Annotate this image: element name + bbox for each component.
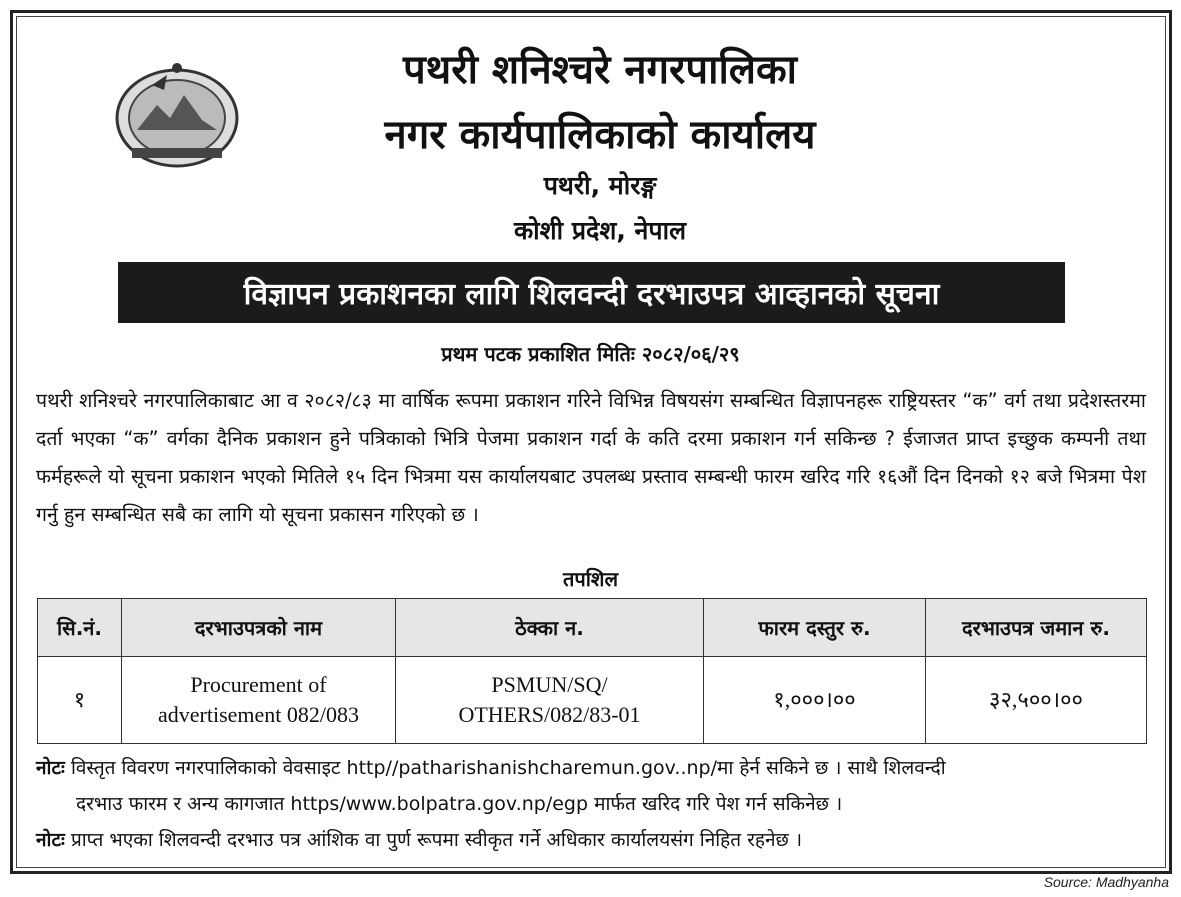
note-label: नोटः <box>36 757 65 779</box>
header-name: दरभाउपत्रको नाम <box>122 599 396 657</box>
cell-serial: १ <box>38 657 122 744</box>
note-1 <box>36 750 1146 786</box>
notice-banner: विज्ञापन प्रकाशनका लागि शिलवन्दी दरभाउपत्र आव्हानको सूचना <box>118 262 1065 323</box>
header-contract-no: ठेक्का न. <box>396 599 704 657</box>
note-text: विस्तृत विवरण नगरपालिकाको वेवसाइट http//patharishanishcharemun.gov..np/मा हेर्न सकिने छ । साथै शिलवन्दी <box>70 757 946 779</box>
notice-body: पथरी शनिश्चरे नगरपालिकाबाट आ व २०८२/८३ मा वार्षिक रूपमा प्रकाशन गरिने विभिन्न विषयसंग सम्बन्धित विज्ञापनहरू राष्ट्रियस्तर “क” वर्ग तथा प्रदेशस्तरमा दर्ता भएका “क” वर्गका दैनिक प्रकाशन हुने पत्रिकाको भित्रि पेजमा प्रकाशन गर्दा के कति दरमा प्रकाशन गर्न सकिन्छ ? ईजाजत प्राप्त इच्छुक कम्पनी तथा फर्महरूले यो सूचना प्रकाशन भएको मितिले १५ दिन भित्रमा यस कार्यालयबाट उपलब्ध प्रस्ताव सम्बन्धी फारम खरिद गरि १६औं दिन दिनको १२ बजे भित्रमा पेश गर्नु हुन सम्बन्धित सबै का लागि यो सूचना प्रकासन गरिएको छ । <box>36 389 1146 526</box>
table-header-row <box>38 599 1147 657</box>
table-caption: तपशिल <box>562 567 619 591</box>
office-title: नगर कार्यपालिकाको कार्यालय <box>384 112 816 158</box>
municipality-title: पथरी शनिश्चरे नगरपालिका <box>402 47 798 93</box>
notes <box>36 750 1146 858</box>
header-bid-security: दरभाउपत्र जमान रु. <box>926 599 1147 657</box>
table-row <box>38 657 1147 744</box>
note-label: नोटः <box>36 829 65 851</box>
cell-form-fee: १,०००।०० <box>704 657 926 744</box>
source-credit: Source: Madhyanha <box>1043 874 1169 890</box>
nepal-government-emblem-icon <box>112 60 242 172</box>
details-table <box>37 598 1147 744</box>
header-form-fee: फारम दस्तुर रु. <box>704 599 926 657</box>
header-serial: सि.नं. <box>38 599 122 657</box>
publish-date: प्रथम पटक प्रकाशित मितिः २०८२/०६/२९ <box>441 342 740 366</box>
note-2 <box>36 822 1146 858</box>
cell-bid-security: ३२,५००।०० <box>926 657 1147 744</box>
cell-contract-no: PSMUN/SQ/ OTHERS/082/83-01 <box>396 657 704 744</box>
cell-name: Procurement of advertisement 082/083 <box>122 657 396 744</box>
address-line-2: कोशी प्रदेश, नेपाल <box>513 216 687 245</box>
note-text: प्राप्त भएका शिलवन्दी दरभाउ पत्र आंशिक वा पुर्ण रूपमा स्वीकृत गर्ने अधिकार कार्यालयसंग निहित रहनेछ । <box>70 829 803 851</box>
address-line-1: पथरी, मोरङ्ग <box>543 171 657 200</box>
note-1-continued: दरभाउ फारम र अन्य कागजात https/www.bolpatra.gov.np/egp मार्फत खरिद गरि पेश गर्न सकिनेछ । <box>76 793 843 815</box>
